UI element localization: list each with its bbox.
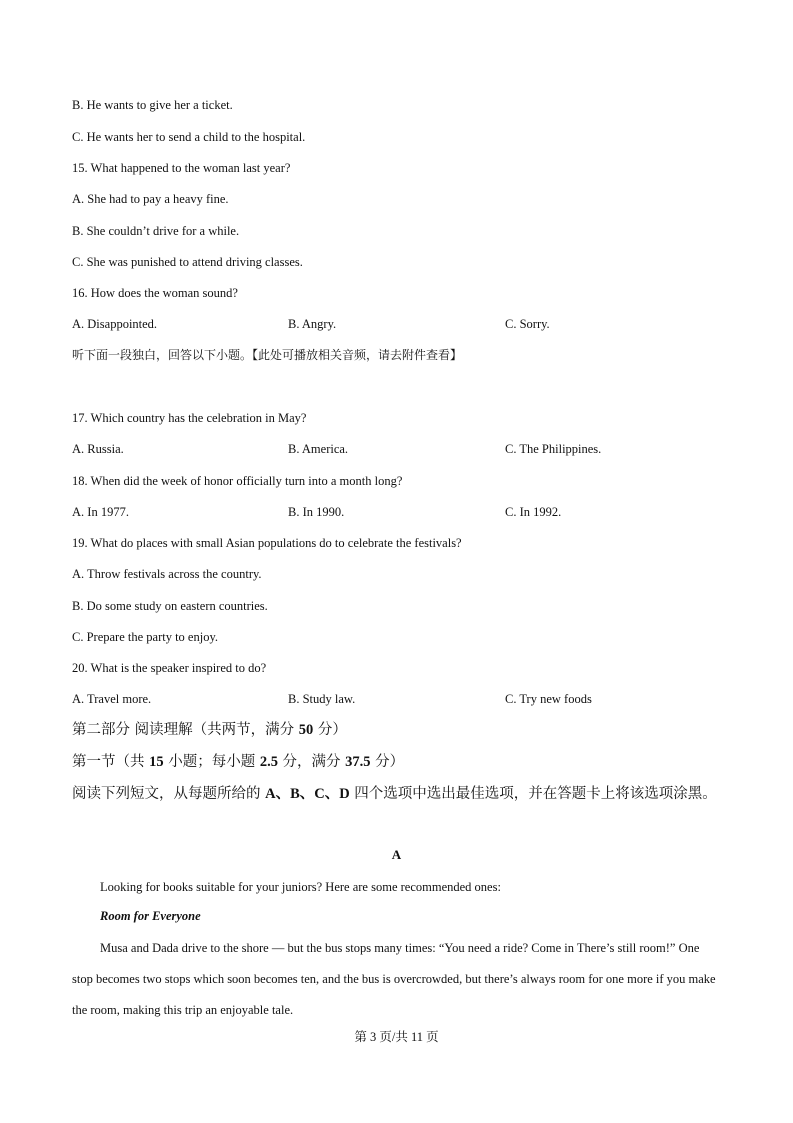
q20-option-b: B. Study law. — [288, 692, 356, 706]
instruction-options: A、B、C、D — [265, 786, 350, 802]
section1-total: 37.5 — [345, 754, 371, 770]
part2-heading-pre: 第二部分 阅读理解（共两节，满分 — [72, 722, 299, 738]
q17-option-c: C. The Philippines. — [505, 442, 602, 456]
q14-option-c: C. He wants her to send a child to the hospital. — [72, 130, 306, 144]
q19-option-c: C. Prepare the party to enjoy. — [72, 630, 219, 644]
q15-option-a: A. She had to pay a heavy fine. — [72, 192, 229, 206]
q20-option-a: A. Travel more. — [72, 692, 152, 706]
q18-option-c: C. In 1992. — [505, 505, 562, 519]
reading-instruction — [72, 781, 722, 808]
q16-option-c: C. Sorry. — [505, 317, 550, 331]
q19-option-b: B. Do some study on eastern countries. — [72, 599, 268, 613]
q18-option-a: A. In 1977. — [72, 505, 129, 519]
section1-each: 2.5 — [259, 754, 278, 770]
instruction-post: 四个选项中选出最佳选项，并在答题卡上将该选项涂黑。 — [349, 786, 717, 802]
q19-question: 19. What do places with small Asian populations do to celebrate the festivals? — [72, 536, 462, 550]
q17-option-b: B. America. — [288, 442, 349, 456]
q15-option-c: C. She was punished to attend driving classes. — [72, 255, 303, 269]
section1-mid2: 分，满分 — [277, 754, 346, 770]
q20-option-c: C. Try new foods — [505, 692, 592, 706]
book-description: Musa and Dada drive to the shore — but the bus stops many times: “You need a ride? Come in There’s still room!” One stop becomes two stops which soon becomes ten, and the bus is overcrowded, but there’s always room for one more if you make the room, making this trip an enjoyable tale. — [72, 941, 716, 1017]
q16-option-a: A. Disappointed. — [72, 317, 158, 331]
section1-heading — [72, 752, 404, 772]
part2-heading-post: 分） — [313, 722, 347, 738]
page-footer: 第 3 页/共 11 页 — [354, 1030, 439, 1044]
monologue-note: 听下面一段独白，回答以下小题。【此处可播放相关音频，请去附件查看】 — [72, 348, 463, 362]
section1-pre: 第一节（共 — [72, 754, 150, 770]
book-title: Room for Everyone — [100, 909, 201, 923]
q20-question: 20. What is the speaker inspired to do? — [72, 661, 267, 675]
q17-question: 17. Which country has the celebration in May? — [72, 411, 307, 425]
instruction-pre: 阅读下列短文，从每题所给的 — [72, 786, 266, 802]
q14-option-b: B. He wants to give her a ticket. — [72, 98, 233, 112]
part2-score: 50 — [298, 722, 314, 738]
q18-question: 18. When did the week of honor officially turn into a month long? — [72, 474, 403, 488]
section1-post: 分） — [370, 754, 405, 770]
q15-question: 15. What happened to the woman last year? — [72, 161, 291, 175]
q16-question: 16. How does the woman sound? — [72, 286, 238, 300]
q16-option-b: B. Angry. — [288, 317, 337, 331]
passage-intro: Looking for books suitable for your juniors? Here are some recommended ones: — [100, 880, 501, 894]
section1-count: 15 — [149, 754, 164, 770]
q15-option-b: B. She couldn’t drive for a while. — [72, 224, 240, 238]
passage-label: A — [391, 847, 402, 862]
q18-option-b: B. In 1990. — [288, 505, 345, 519]
q19-option-a: A. Throw festivals across the country. — [72, 567, 262, 581]
q17-option-a: A. Russia. — [72, 442, 124, 456]
section1-mid1: 小题；每小题 — [163, 754, 260, 770]
part2-heading — [72, 720, 347, 740]
